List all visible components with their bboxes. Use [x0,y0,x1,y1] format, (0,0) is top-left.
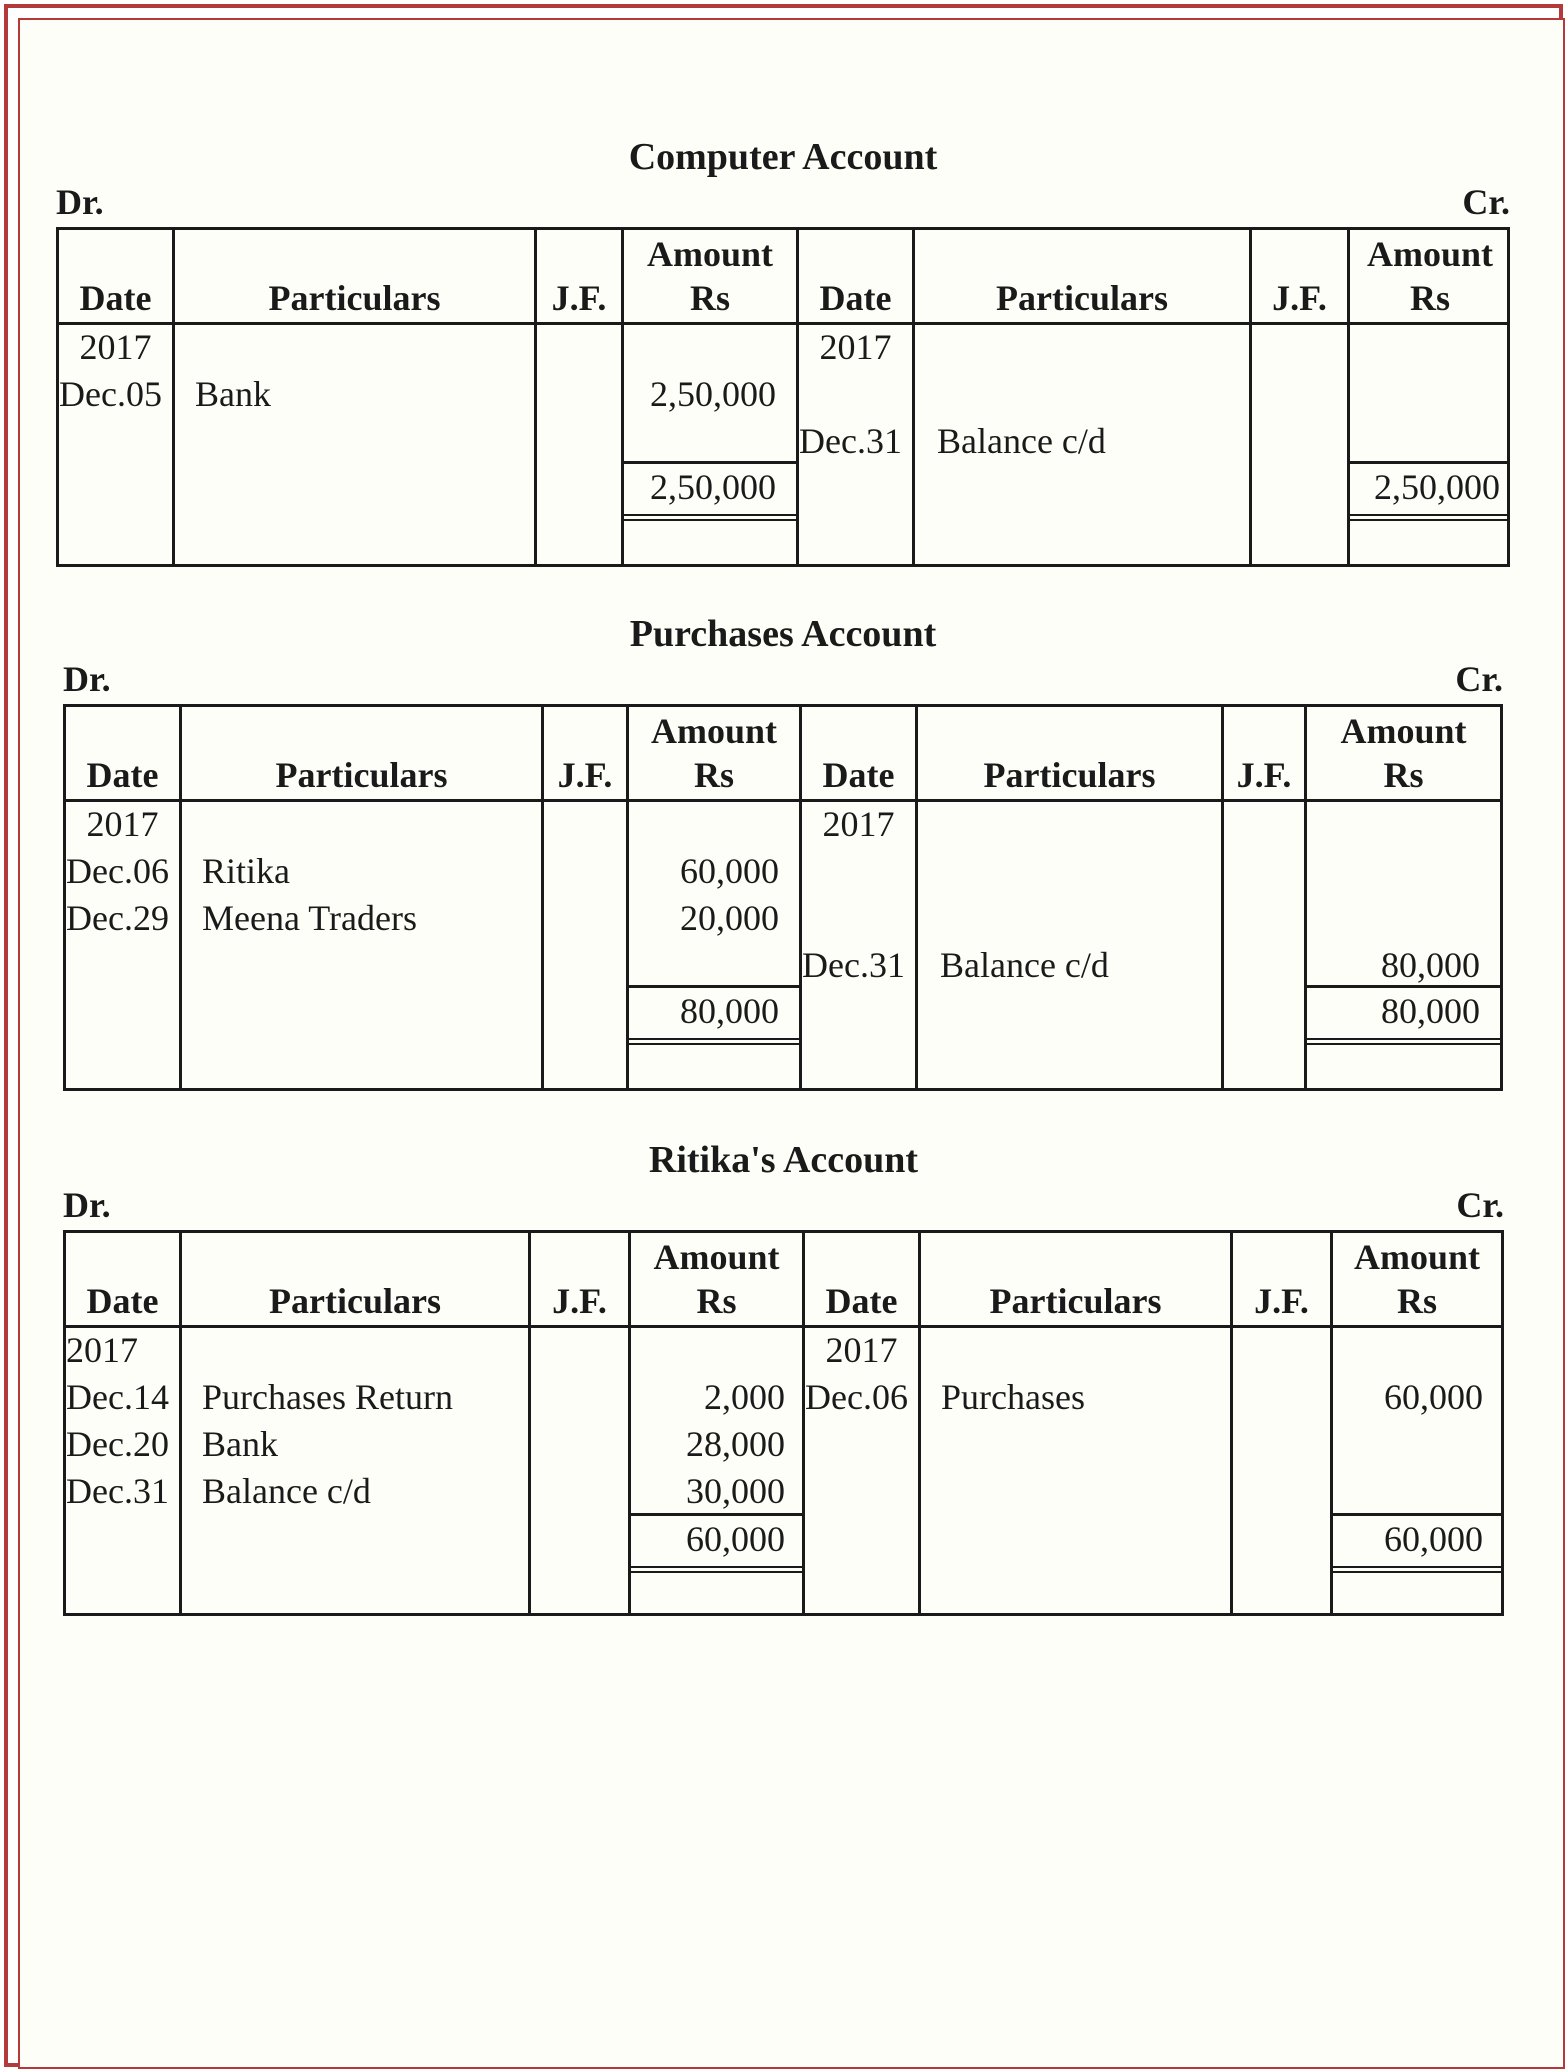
total-double-rule [624,514,796,521]
credit-particulars: Balance c/d [940,945,1109,985]
debit-particulars: Bank [195,374,271,414]
header-amount: Amount [650,711,778,751]
credit-label: Cr. [1456,1185,1504,1225]
debit-year: 2017 [66,1330,138,1370]
credit-particulars: Balance c/d [937,421,1106,461]
header-jf: J.F. [1236,755,1292,795]
header-amount: Amount [1340,711,1467,751]
header-date: Date [86,755,159,795]
debit-amount: 28,000 [686,1424,785,1464]
debit-label: Dr. [63,659,111,699]
header-amount: Amount [653,1237,780,1277]
credit-date: Dec.06 [805,1377,908,1417]
total-double-rule [629,1038,799,1045]
debit-label: Dr. [56,182,104,222]
credit-total: 2,50,000 [1374,467,1500,507]
header-date: Date [825,1281,898,1321]
header-jf: J.F. [552,1281,607,1321]
header-particulars: Particulars [989,1281,1162,1321]
debit-total: 2,50,000 [650,467,776,507]
header-rs: Rs [696,1281,737,1321]
debit-amount: 30,000 [686,1471,785,1511]
credit-total: 60,000 [1384,1519,1483,1559]
ledger-table [63,1230,1504,1616]
credit-year: 2017 [825,1330,898,1370]
credit-particulars: Purchases [941,1377,1085,1417]
credit-date: Dec.31 [802,945,905,985]
credit-label: Cr. [1455,659,1503,699]
header-particulars: Particulars [268,278,441,318]
header-rule [66,1325,1501,1328]
debit-date: Dec.05 [59,374,162,414]
debit-particulars: Meena Traders [202,898,417,938]
debit-amount: 2,000 [704,1377,785,1417]
ledger-table [56,227,1510,567]
header-date: Date [86,1281,159,1321]
debit-amount: 2,50,000 [650,374,776,414]
purchases-account [63,612,1503,1092]
debit-date: Dec.20 [66,1424,169,1464]
debit-total: 60,000 [686,1519,785,1559]
credit-date: Dec.31 [799,421,902,461]
debit-amount: 20,000 [680,898,779,938]
header-rule [59,322,1507,325]
debit-year: 2017 [79,327,152,367]
debit-date: Dec.06 [66,851,169,891]
header-rs: Rs [1383,755,1424,795]
debit-total: 80,000 [680,991,779,1031]
credit-amount: 80,000 [1381,945,1480,985]
header-rule [66,799,1500,802]
debit-label: Dr. [63,1185,111,1225]
account-title: Ritika's Account [648,1139,919,1181]
header-amount: Amount [1353,1237,1481,1277]
header-rs: Rs [689,278,730,318]
credit-label: Cr. [1462,182,1510,222]
debit-year: 2017 [86,804,159,844]
ritika-account [63,1138,1504,1618]
total-double-rule [631,1566,802,1573]
ledger-table [63,704,1503,1091]
debit-particulars: Purchases Return [202,1377,453,1417]
debit-particulars: Bank [202,1424,278,1464]
header-jf: J.F. [551,278,607,318]
account-title: Purchases Account [629,613,937,655]
account-title: Computer Account [628,136,938,178]
computer-account [56,135,1510,575]
header-particulars: Particulars [996,278,1168,318]
header-rs: Rs [1396,1281,1437,1321]
header-amount: Amount [646,234,774,274]
header-particulars: Particulars [983,755,1156,795]
debit-amount: 60,000 [680,851,779,891]
credit-year: 2017 [819,327,892,367]
debit-date: Dec.29 [66,898,169,938]
credit-year: 2017 [822,804,895,844]
debit-date: Dec.14 [66,1377,169,1417]
header-date: Date [819,278,892,318]
header-particulars: Particulars [275,755,448,795]
header-date: Date [79,278,152,318]
total-double-rule [1307,1038,1500,1045]
header-rs: Rs [693,755,734,795]
credit-total: 80,000 [1381,991,1480,1031]
header-date: Date [822,755,895,795]
credit-amount: 60,000 [1384,1377,1483,1417]
header-particulars: Particulars [269,1281,441,1321]
header-amount: Amount [1366,234,1494,274]
header-jf: J.F. [1272,278,1327,318]
debit-particulars: Balance c/d [202,1471,371,1511]
header-rs: Rs [1409,278,1450,318]
total-double-rule [1333,1566,1501,1573]
debit-particulars: Ritika [202,851,290,891]
header-jf: J.F. [557,755,613,795]
header-jf: J.F. [1254,1281,1309,1321]
total-double-rule [1350,514,1510,521]
debit-date: Dec.31 [66,1471,169,1511]
